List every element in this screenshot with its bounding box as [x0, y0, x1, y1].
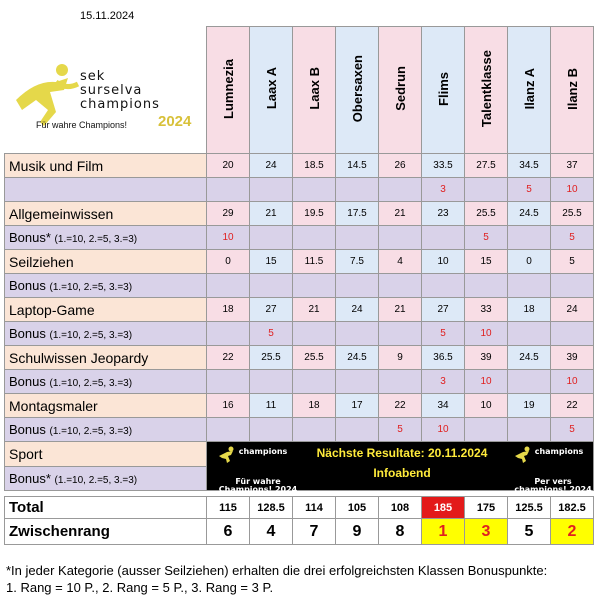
team-header	[250, 27, 293, 154]
rank-cell: 7	[293, 519, 336, 545]
score-cell	[422, 274, 465, 298]
row-label-text: Bonus	[9, 278, 46, 293]
row-label-text: Bonus	[9, 374, 46, 389]
score-cell: 7.5	[336, 250, 379, 274]
score-cell: 11	[250, 394, 293, 418]
score-cell: 21	[379, 202, 422, 226]
date-label: 15.11.2024	[80, 10, 135, 22]
logo-line3: champions	[80, 97, 160, 112]
score-cell: 10	[551, 178, 594, 202]
row-label-text: Montagsmaler	[9, 397, 98, 414]
score-cell: 0	[508, 250, 551, 274]
score-cell: 39	[551, 346, 594, 370]
score-cell	[379, 178, 422, 202]
score-cell: 10	[422, 418, 465, 442]
mini-logo-right: champions	[534, 447, 584, 456]
row-label-text: Allgemeinwissen	[9, 205, 114, 222]
rank-cell: 1	[422, 519, 465, 545]
rank-row	[5, 519, 594, 545]
score-cell: 11.5	[293, 250, 336, 274]
footnote-line2: 1. Rang = 10 P., 2. Rang = 5 P., 3. Rang = 3 P.	[6, 580, 274, 595]
category-row	[5, 202, 594, 226]
score-cell: 5	[379, 418, 422, 442]
category-label	[5, 250, 207, 274]
score-cell: 10	[465, 322, 508, 346]
mini-tag-right: Per vers champions! 2024	[514, 477, 592, 494]
row-label-text: Bonus	[9, 326, 46, 341]
score-cell: 5	[551, 418, 594, 442]
rank-cell: 2	[551, 519, 594, 545]
score-cell	[508, 226, 551, 250]
total-cell: 115	[207, 497, 250, 519]
total-cell: 128.5	[250, 497, 293, 519]
score-cell	[336, 418, 379, 442]
score-cell: 10	[465, 394, 508, 418]
score-cell: 10	[207, 226, 250, 250]
score-cell: 5	[551, 250, 594, 274]
score-cell: 17	[336, 394, 379, 418]
score-cell: 25.5	[250, 346, 293, 370]
team-name: Sedrun	[392, 66, 408, 111]
team-header	[508, 27, 551, 154]
category-row	[5, 346, 594, 370]
score-rows	[5, 154, 594, 442]
category-label	[5, 346, 207, 370]
score-cell	[207, 418, 250, 442]
row-label-text: Musik und Film	[9, 157, 104, 174]
bonus-row	[5, 322, 594, 346]
bonus-row	[5, 178, 594, 202]
score-cell	[379, 322, 422, 346]
team-header	[551, 27, 594, 154]
score-cell	[336, 322, 379, 346]
sport-section	[5, 442, 594, 494]
rank-cell: 3	[465, 519, 508, 545]
summary-section	[5, 491, 594, 545]
score-cell: 19.5	[293, 202, 336, 226]
score-cell: 24	[551, 298, 594, 322]
score-cell: 18	[293, 394, 336, 418]
rank-cell: 9	[336, 519, 379, 545]
score-cell	[465, 274, 508, 298]
logo-tagline: Für wahre Champions!	[36, 120, 128, 130]
score-cell: 18.5	[293, 154, 336, 178]
score-cell: 27	[250, 298, 293, 322]
score-cell: 19	[508, 394, 551, 418]
score-cell	[379, 274, 422, 298]
score-cell: 20	[207, 154, 250, 178]
score-cell: 5	[422, 322, 465, 346]
team-name: Ilanz A	[521, 67, 537, 110]
team-name: Flims	[435, 71, 451, 106]
row-label-note: (1.=10, 2.=5, 3.=3)	[49, 378, 133, 389]
category-row	[5, 154, 594, 178]
score-cell: 24.5	[508, 202, 551, 226]
score-cell: 14.5	[336, 154, 379, 178]
score-cell	[508, 274, 551, 298]
total-cell: 185	[422, 497, 465, 519]
score-cell	[336, 226, 379, 250]
sport-row	[5, 442, 594, 467]
sport-banner	[207, 442, 594, 494]
score-cell	[508, 322, 551, 346]
row-label-note: (1.=10, 2.=5, 3.=3)	[49, 282, 133, 293]
total-cell: 182.5	[551, 497, 594, 519]
score-cell	[250, 226, 293, 250]
score-cell	[422, 226, 465, 250]
banner-line1: Nächste Resultate: 20.11.2024	[316, 446, 488, 460]
team-header	[336, 27, 379, 154]
corner-cell	[5, 27, 207, 154]
score-cell: 10	[551, 370, 594, 394]
sport-bonus-label	[5, 466, 207, 491]
score-cell	[207, 322, 250, 346]
score-cell: 33.5	[422, 154, 465, 178]
total-cell: 108	[379, 497, 422, 519]
team-name: Lumnezia	[220, 58, 236, 119]
bonus-row	[5, 226, 594, 250]
score-cell: 33	[465, 298, 508, 322]
header-row	[5, 27, 594, 154]
score-cell	[336, 370, 379, 394]
score-cell: 24.5	[336, 346, 379, 370]
score-cell: 25.5	[551, 202, 594, 226]
bonus-row	[5, 370, 594, 394]
score-cell: 22	[379, 394, 422, 418]
total-row	[5, 497, 594, 519]
score-cell	[379, 226, 422, 250]
score-cell: 36.5	[422, 346, 465, 370]
score-cell	[293, 370, 336, 394]
score-cell: 21	[250, 202, 293, 226]
score-cell: 25.5	[465, 202, 508, 226]
bonus-label	[5, 226, 207, 250]
score-cell	[336, 274, 379, 298]
row-label-note: (1.=10, 2.=5, 3.=3)	[54, 234, 138, 245]
rank-cell: 6	[207, 519, 250, 545]
banner-line2: Infoabend	[373, 466, 431, 480]
team-name: Ilanz B	[564, 67, 580, 110]
score-cell: 5	[551, 226, 594, 250]
total-cell: 105	[336, 497, 379, 519]
row-label-text: Seilziehen	[9, 253, 74, 270]
row-label-text: Schulwissen Jeopardy	[9, 349, 149, 366]
score-cell: 22	[207, 346, 250, 370]
score-cell: 5	[465, 226, 508, 250]
score-cell: 24	[250, 154, 293, 178]
score-cell: 25.5	[293, 346, 336, 370]
score-cell	[293, 274, 336, 298]
score-table	[4, 26, 594, 545]
score-cell: 10	[422, 250, 465, 274]
score-cell	[379, 370, 422, 394]
score-cell: 24	[336, 298, 379, 322]
score-cell: 39	[465, 346, 508, 370]
score-cell: 4	[379, 250, 422, 274]
score-cell: 18	[508, 298, 551, 322]
category-label	[5, 394, 207, 418]
score-cell	[293, 178, 336, 202]
score-cell: 17.5	[336, 202, 379, 226]
score-cell	[250, 178, 293, 202]
team-name: Laax B	[306, 67, 322, 110]
team-header	[465, 27, 508, 154]
logo-line1: sek	[80, 69, 106, 84]
score-cell	[207, 370, 250, 394]
team-name: Talentklasse	[478, 49, 494, 128]
score-cell	[551, 322, 594, 346]
row-label-text: Laptop-Game	[9, 301, 95, 318]
team-name: Laax A	[263, 67, 279, 110]
score-cell: 34	[422, 394, 465, 418]
score-cell: 18	[207, 298, 250, 322]
score-cell	[207, 274, 250, 298]
team-header	[207, 27, 250, 154]
score-cell: 16	[207, 394, 250, 418]
rank-cell: 8	[379, 519, 422, 545]
bonus-label	[5, 274, 207, 298]
score-cell	[508, 370, 551, 394]
score-cell	[551, 274, 594, 298]
score-cell: 22	[551, 394, 594, 418]
row-label-note: (1.=10, 2.=5, 3.=3)	[49, 426, 133, 437]
team-header	[422, 27, 465, 154]
score-cell: 34.5	[508, 154, 551, 178]
total-cell: 175	[465, 497, 508, 519]
score-cell: 27.5	[465, 154, 508, 178]
score-cell	[293, 322, 336, 346]
team-header	[379, 27, 422, 154]
score-cell: 9	[379, 346, 422, 370]
score-cell: 37	[551, 154, 594, 178]
score-cell: 5	[250, 322, 293, 346]
score-cell	[293, 418, 336, 442]
category-row	[5, 298, 594, 322]
category-label	[5, 154, 207, 178]
bonus-note: (1.=10, 2.=5, 3.=3)	[54, 474, 138, 486]
category-row	[5, 250, 594, 274]
score-cell: 29	[207, 202, 250, 226]
score-cell	[508, 418, 551, 442]
score-cell: 24.5	[508, 346, 551, 370]
score-cell: 3	[422, 178, 465, 202]
logo-year: 2024	[158, 113, 192, 130]
score-cell	[293, 226, 336, 250]
row-label-text: Bonus	[9, 422, 46, 437]
score-cell	[250, 418, 293, 442]
team-header	[293, 27, 336, 154]
rank-label: Zwischenrang	[5, 519, 207, 545]
footnote-line1: *In jeder Kategorie (ausser Seilziehen) erhalten die drei erfolgreichsten Klassen Bonuspunkte:	[6, 563, 548, 578]
category-label	[5, 202, 207, 226]
bonus-label	[5, 418, 207, 442]
score-cell: 15	[465, 250, 508, 274]
bonus-text: Bonus*	[9, 470, 51, 486]
score-cell	[250, 370, 293, 394]
bonus-label	[5, 370, 207, 394]
score-cell	[250, 274, 293, 298]
total-label: Total	[5, 497, 207, 519]
rank-cell: 5	[508, 519, 551, 545]
score-cell	[465, 178, 508, 202]
category-label	[5, 298, 207, 322]
bonus-row	[5, 274, 594, 298]
score-cell: 5	[508, 178, 551, 202]
bonus-label	[5, 178, 207, 202]
score-cell: 23	[422, 202, 465, 226]
logo-line2: surselva	[80, 83, 143, 98]
score-cell	[336, 178, 379, 202]
rank-cell: 4	[250, 519, 293, 545]
sport-label: Sport	[5, 442, 207, 467]
score-cell: 0	[207, 250, 250, 274]
bonus-label	[5, 322, 207, 346]
total-cell: 114	[293, 497, 336, 519]
total-cell: 125.5	[508, 497, 551, 519]
mini-logo-left: champions	[238, 447, 288, 456]
score-cell: 27	[422, 298, 465, 322]
score-cell: 21	[379, 298, 422, 322]
category-row	[5, 394, 594, 418]
score-cell: 3	[422, 370, 465, 394]
score-cell: 15	[250, 250, 293, 274]
score-cell	[207, 178, 250, 202]
team-name: Obersaxen	[349, 54, 365, 123]
bonus-row	[5, 418, 594, 442]
footnote	[6, 562, 594, 596]
score-cell: 21	[293, 298, 336, 322]
row-label-note: (1.=10, 2.=5, 3.=3)	[49, 330, 133, 341]
score-cell: 10	[465, 370, 508, 394]
score-cell: 26	[379, 154, 422, 178]
row-label-text: Bonus*	[9, 230, 51, 245]
mini-tag-left: Für wahre Champions! 2024	[218, 477, 298, 494]
score-cell	[465, 418, 508, 442]
